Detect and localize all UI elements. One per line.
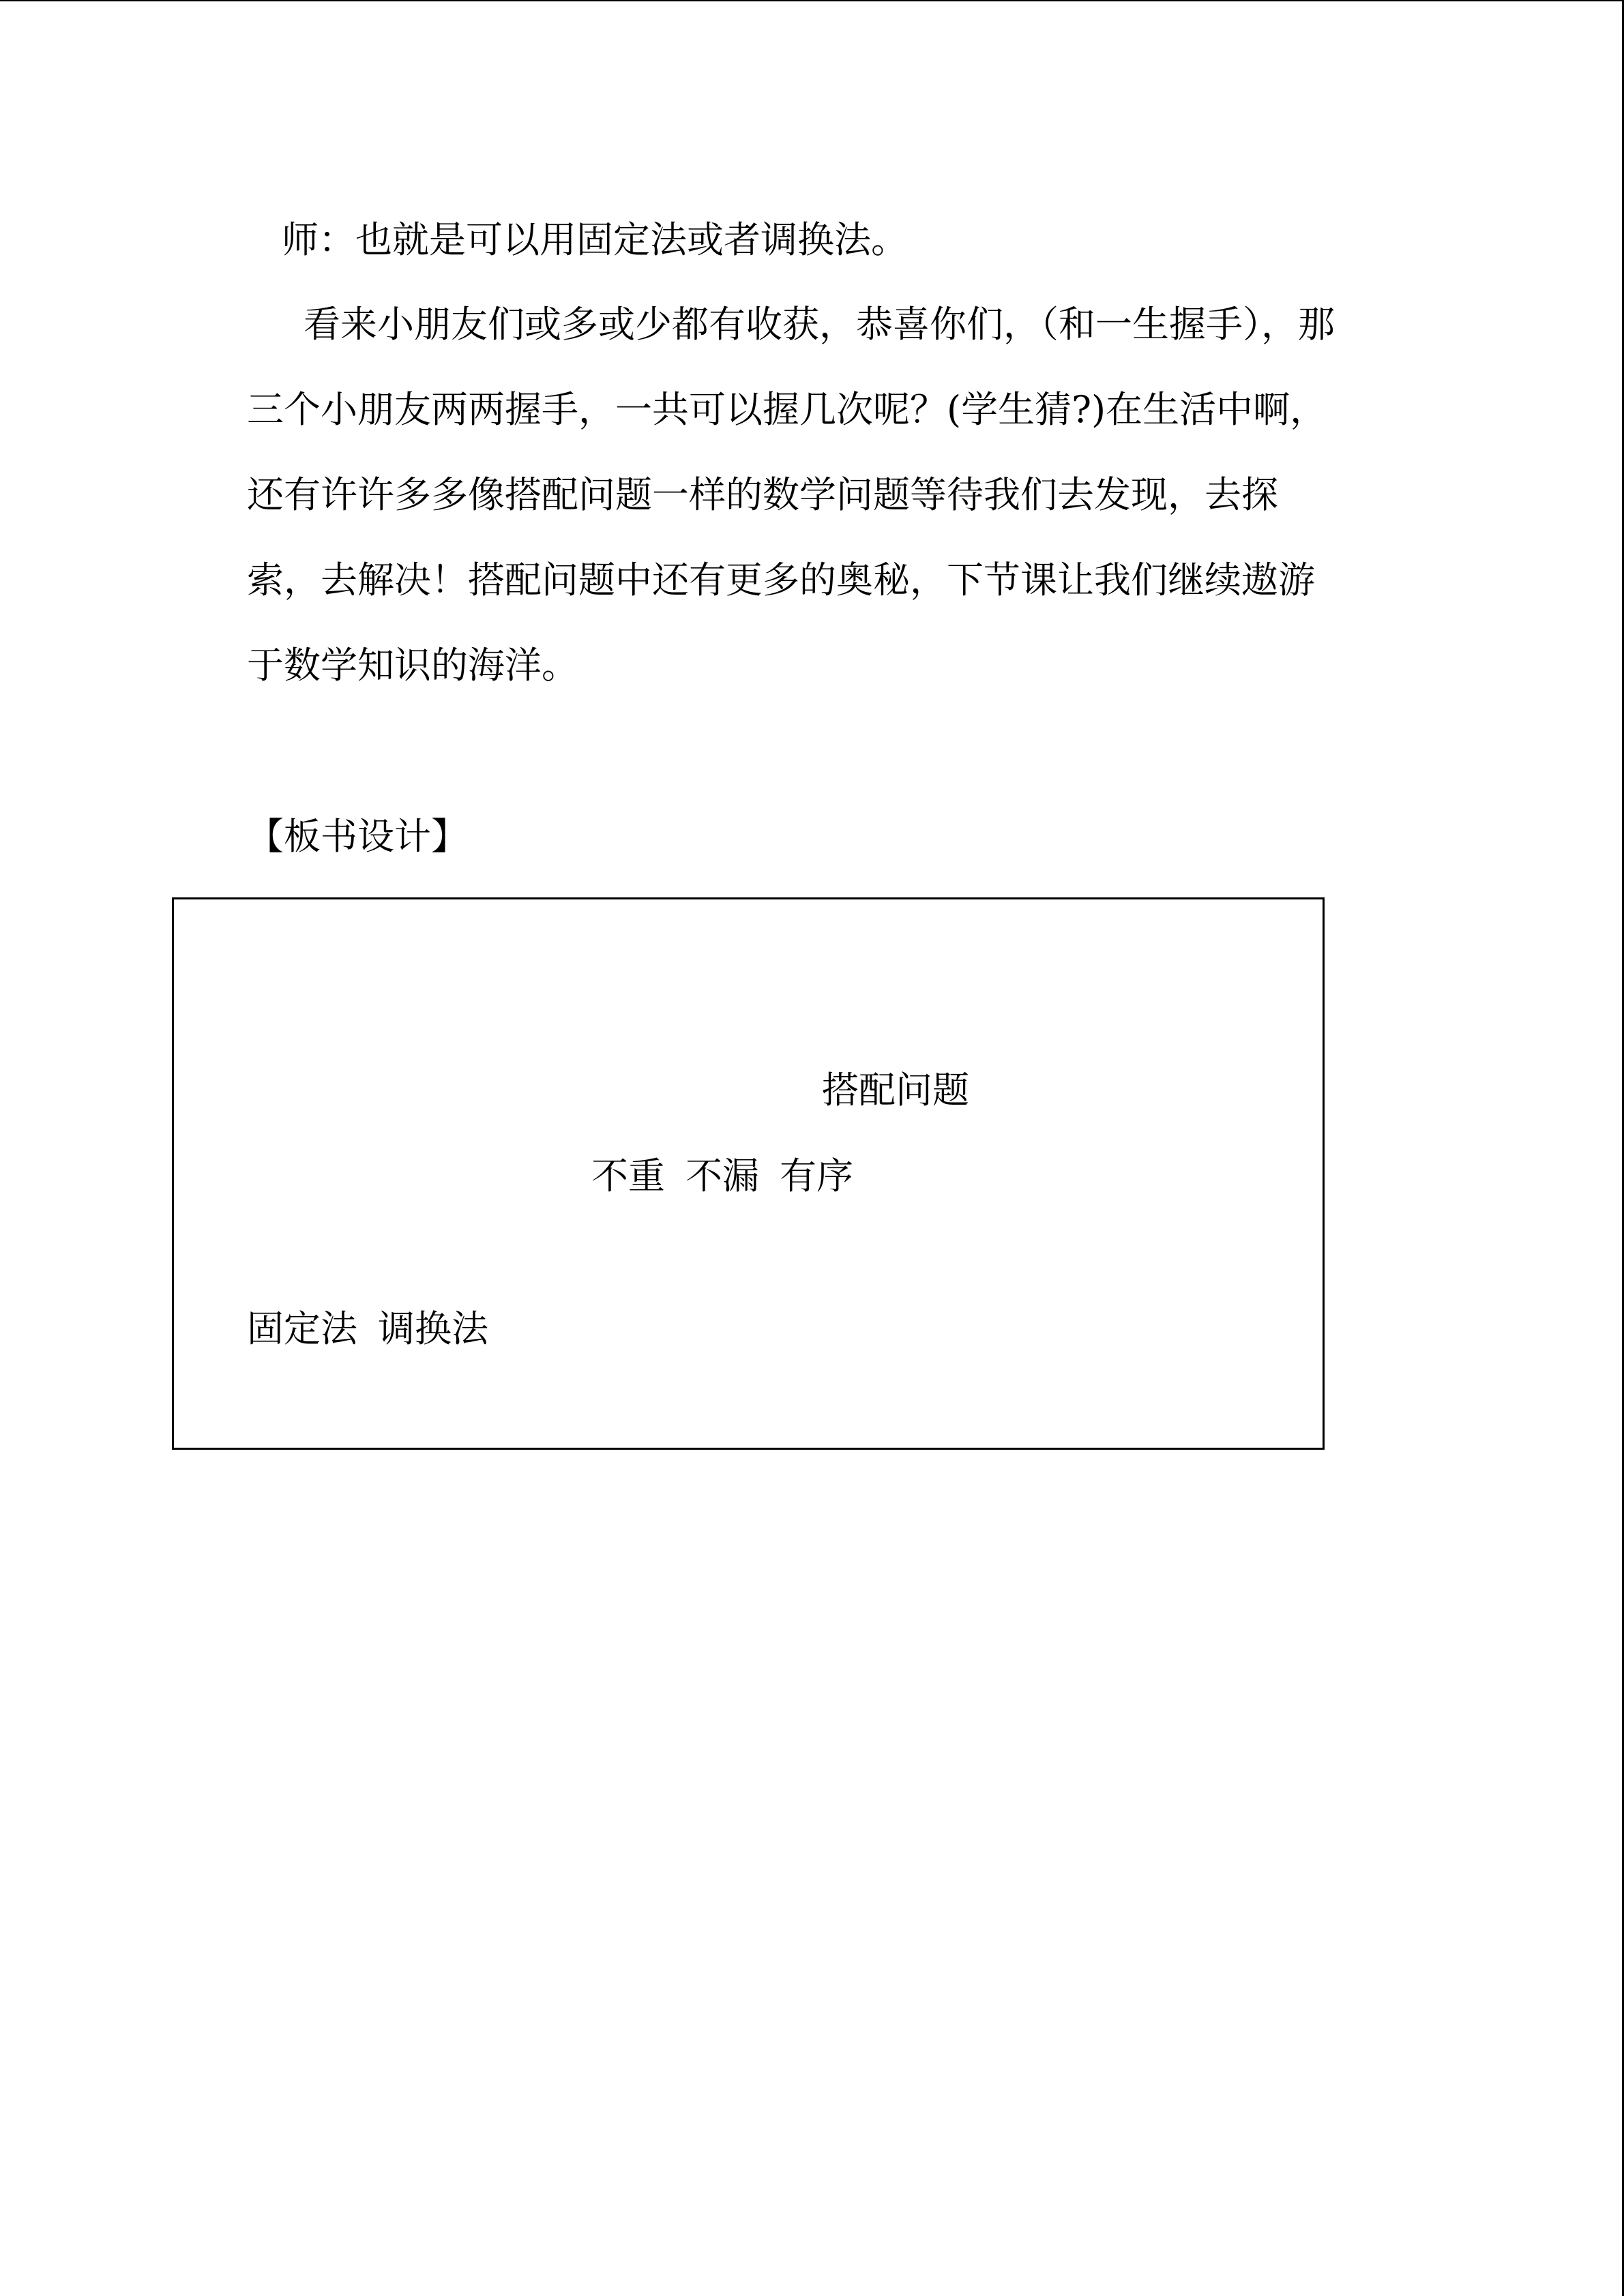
- method-fixed: 固定法: [247, 1307, 357, 1350]
- paragraph-line: 师：也就是可以用固定法或者调换法。: [282, 218, 908, 261]
- method-swap: 调换法: [378, 1307, 488, 1350]
- board-methods: [247, 1305, 488, 1353]
- board-title: 搭配问题: [822, 1069, 969, 1112]
- section-heading: 【板书设计】: [247, 815, 468, 858]
- principle-ordered: 有序: [780, 1154, 853, 1197]
- paragraph-line: 三个小朋友两两握手，一共可以握几次呢？(学生猜?)在生活中啊，: [247, 388, 1327, 431]
- paragraph-line: 于数学知识的海洋。: [247, 644, 578, 687]
- principle-no-omission: 不漏: [685, 1154, 759, 1197]
- principle-no-repeat: 不重: [591, 1154, 665, 1197]
- paragraph-line: 索，去解决！搭配问题中还有更多的奥秘，下节课让我们继续遨游: [247, 558, 1315, 601]
- paragraph-line: 看来小朋友们或多或少都有收获，恭喜你们，（和一生握手），那: [304, 303, 1335, 346]
- board-principles: [591, 1152, 853, 1200]
- paragraph-line: 还有许许多多像搭配问题一样的数学问题等待我们去发现，去探: [247, 473, 1278, 516]
- page-top-border: [0, 0, 1624, 1]
- blackboard-design-box: [172, 897, 1325, 1450]
